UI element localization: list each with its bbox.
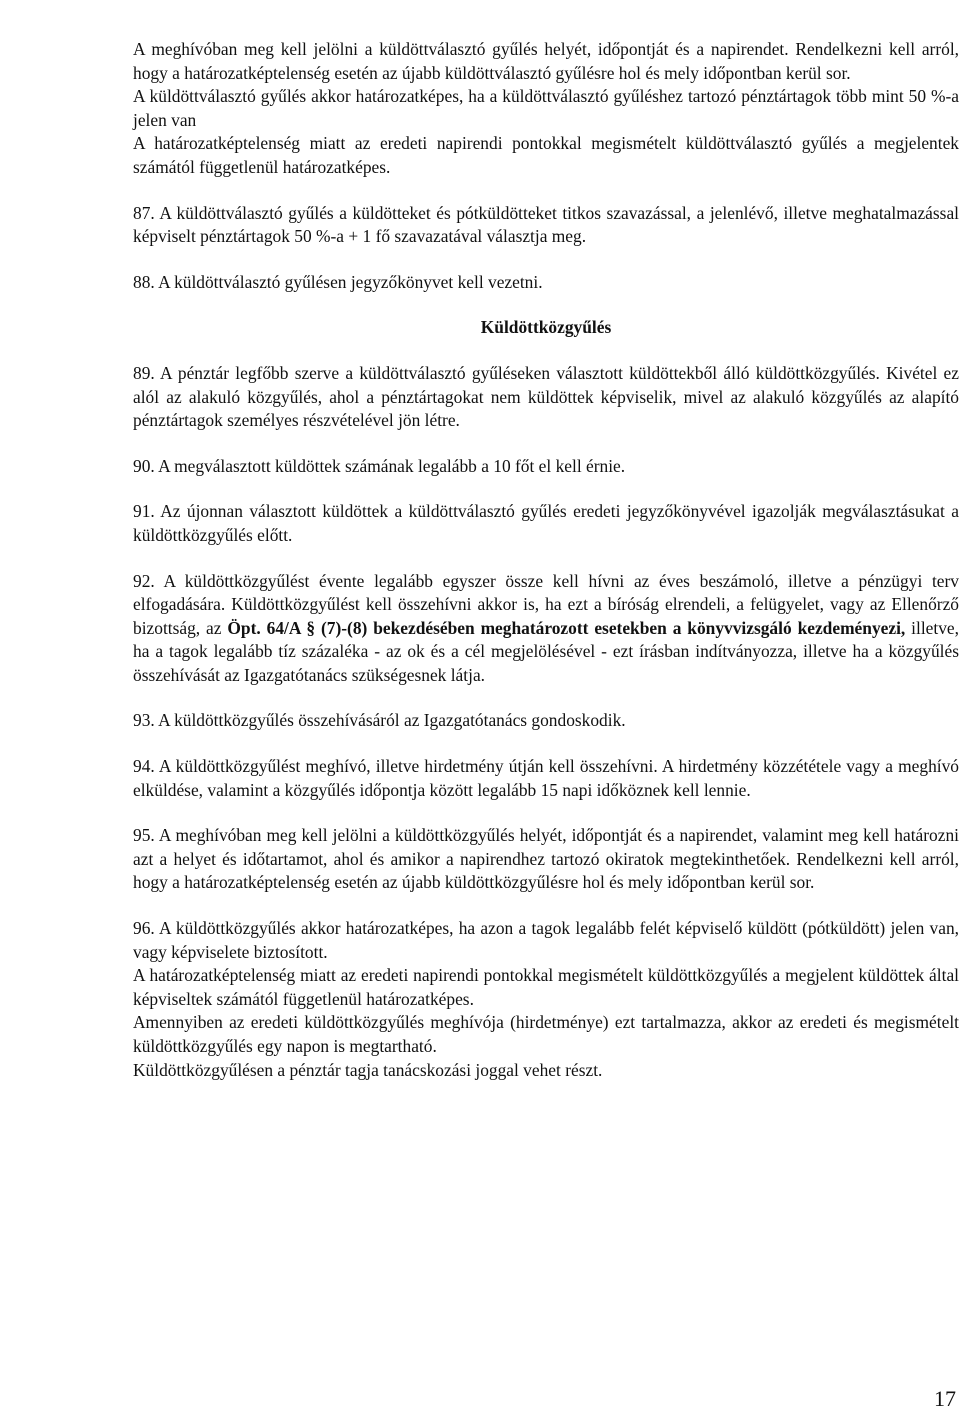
section-91: 91. Az újonnan választott küldöttek a küldöttválasztó gyűlés eredeti jegyzőkönyvével igazolják megválasztásukat a küldöttközgyűlés előtt. xyxy=(133,501,959,545)
section-96-paragraph-2: A határozatképtelenség miatt az eredeti napirendi pontokkal megismételt küldöttközgyűlés a megjelent küldöttek által képviseltek számától függetlenül határozatképes. xyxy=(133,965,959,1009)
section-92-text-b: illetve, ha a tagok legalább tíz százaléka - az ok és a cél megjelölésével - ezt írásban indítványozza, illetve ha a közgyűlés összehívását az Igazgatótanács szükségesnek látja. xyxy=(133,617,959,685)
intro-paragraph-3: A határozatképtelenség miatt az eredeti napirendi pontokkal megismételt küldöttválasztó gyűlés a megjelentek számától függetlenül határozatképes. xyxy=(133,133,959,177)
intro-paragraph-1: A meghívóban meg kell jelölni a küldöttválasztó gyűlés helyét, időpontját és a napirendet. Rendelkezni kell arról, hogy a határozatképtelenség esetén az újabb küldöttválasztó gyűlésre hol és mely időpontban kerül sor. xyxy=(133,39,959,83)
section-92-text-a: 92. A küldöttközgyűlést évente legalább egyszer össze kell hívni az éves beszámoló, illetve a pénzügyi terv elfogadására. Küldöttközgyűlést kell összehívni akkor is, ha ezt a bíróság elrendeli, a felügyelet, vagy az Ellenőrző bizottság, az xyxy=(133,570,959,638)
intro-block xyxy=(133,38,959,180)
section-92 xyxy=(133,570,959,688)
section-89: 89. A pénztár legfőbb szerve a küldöttválasztó gyűléseken választott küldöttekből álló küldöttközgyűlés. Kivétel ez alól az alakuló közgyűlés, ahol a pénztártagokat nem küldöttek képviselik, mivel az alakuló közgyűlés az alapító pénztártagok személyes részvételével jön létre. xyxy=(133,362,959,431)
section-96-paragraph-3: Amennyiben az eredeti küldöttközgyűlés meghívója (hirdetménye) ezt tartalmazza, akkor az eredeti és megismételt küldöttközgyűlés egy napon is megtartható. xyxy=(133,1012,959,1056)
section-96-paragraph-1: 96. A küldöttközgyűlés akkor határozatképes, ha azon a tagok legalább felét képviselő küldött (pótküldött) jelen van, vagy képviselete biztosított. xyxy=(133,918,959,962)
document-page xyxy=(133,38,959,1082)
page-number: 17 xyxy=(934,1386,956,1411)
section-87: 87. A küldöttválasztó gyűlés a küldötteket és pótküldötteket titkos szavazással, a jelenlévő, illetve meghatalmazással képviselt pénztártagok 50 %-a + 1 fő szavazatával választja meg. xyxy=(133,202,959,247)
section-96-block xyxy=(133,917,959,1082)
section-95: 95. A meghívóban meg kell jelölni a küldöttközgyűlés helyét, időpontját és a napirendet, valamint meg kell határozni azt a helyet és időtartamot, ahol és amikor a napirendhez tartozó okiratok megtekinthetőek. Rendelkezni kell arról, hogy a határozatképtelenség esetén az újabb küldöttközgyűlésre hol és mely időpontban kerül sor. xyxy=(133,825,959,893)
section-90: 90. A megválasztott küldöttek számának legalább a 10 főt el kell érnie. xyxy=(133,455,626,476)
section-92-bold: Öpt. 64/A § (7)-(8) bekezdésében meghatározott esetekben a könyvvizsgáló kezdeményezi, xyxy=(227,617,906,638)
intro-paragraph-2: A küldöttválasztó gyűlés akkor határozatképes, ha a küldöttválasztó gyűléshez tartozó pénztártagok több mint 50 %-a jelen van xyxy=(133,86,959,130)
section-93: 93. A küldöttközgyűlés összehívásáról az Igazgatótanács gondoskodik. xyxy=(133,710,626,731)
section-94: 94. A küldöttközgyűlést meghívó, illetve hirdetmény útján kell összehívni. A hirdetmény közzététele vagy a meghívó elküldése, valamint a közgyűlés időpontja között legalább 15 napi időköznek kell lennie. xyxy=(133,756,959,800)
section-heading: Küldöttközgyűlés xyxy=(480,317,612,338)
section-88: 88. A küldöttválasztó gyűlésen jegyzőkönyvet kell vezetni. xyxy=(133,271,543,292)
section-96-paragraph-4: Küldöttközgyűlésen a pénztár tagja tanácskozási joggal vehet részt. xyxy=(133,1059,603,1080)
